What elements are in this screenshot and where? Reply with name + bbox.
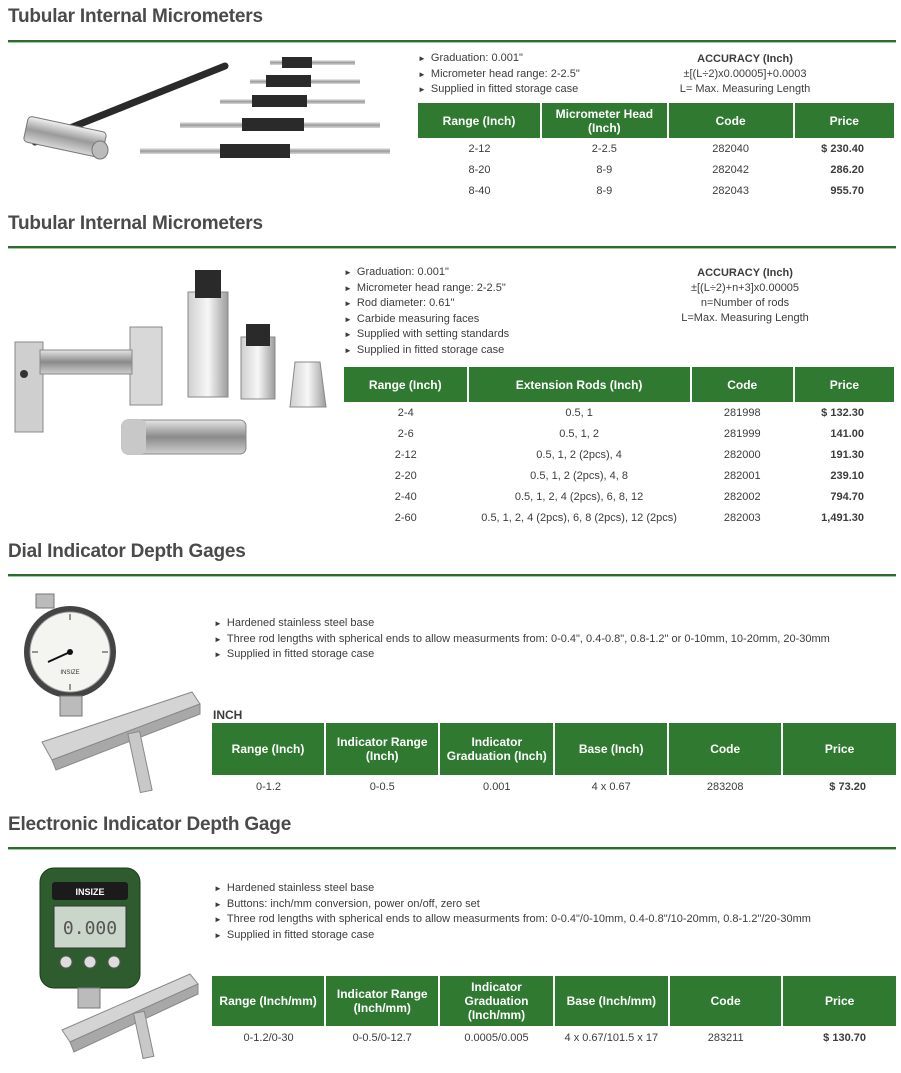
section-2-accuracy: [660, 266, 830, 326]
section-2-features: [344, 265, 509, 358]
section-3-title: Dial Indicator Depth Gages: [8, 541, 246, 562]
bullet-arrow-icon: ►: [214, 915, 222, 924]
section-3-rule: [8, 574, 896, 577]
feature-item: ► Hardened stainless steel base: [214, 882, 375, 894]
bullet-arrow-icon: ►: [344, 283, 352, 293]
table-row: 2-12 2-2.5 282040 $ 230.40: [468, 142, 864, 155]
electronic-depth-gage-image: [22, 862, 212, 1062]
col-price: Price: [794, 367, 894, 402]
table-row: 2-4 0.5, 1 281998 $ 132.30: [397, 406, 864, 419]
bullet-arrow-icon: ►: [214, 650, 222, 659]
table-row: 2-40 0.5, 1, 2, 4 (2pcs), 6, 8, 12 282002 794.70: [394, 490, 864, 503]
bullet-arrow-icon: ►: [344, 345, 352, 355]
bullet-arrow-icon: ►: [214, 930, 222, 940]
section-1-rule: [8, 40, 896, 43]
section-3-features: [214, 616, 830, 663]
feature-item: ► Hardened stainless steel base: [214, 617, 375, 629]
col-code: Code: [668, 103, 794, 138]
col-indicator-graduation: Indicator Graduation (Inch/mm): [439, 976, 553, 1026]
section-2-table: [344, 367, 894, 528]
bullet-arrow-icon: ►: [344, 330, 352, 339]
table-row: 8-40 8-9 282043 955.70: [468, 184, 864, 197]
bullet-arrow-icon: ►: [214, 634, 222, 644]
bullet-arrow-icon: ►: [344, 314, 352, 324]
section-4-title: Electronic Indicator Depth Gage: [8, 814, 292, 835]
feature-item: ► Supplied in fitted storage case: [418, 83, 579, 95]
table-row: 2-6 0.5, 1, 2 281999 141.00: [397, 427, 864, 440]
section-4-features: [214, 881, 811, 943]
table-row: 2-60 0.5, 1, 2, 4 (2pcs), 6, 8 (2pcs), 12 (2pcs) 282003 1,491.30: [394, 511, 864, 524]
accuracy-formula: ±[(L÷2)x0.00005]+0.0003: [683, 68, 807, 80]
col-indicator-range: Indicator Range (Inch/mm): [325, 976, 439, 1026]
col-indicator-range: Indicator Range (Inch): [325, 723, 439, 775]
col-extension-rods: Extension Rods (Inch): [468, 367, 691, 402]
tubular-micrometer-set-image: [20, 52, 400, 182]
feature-item: ► Supplied in fitted storage case: [214, 928, 375, 941]
bullet-arrow-icon: ►: [344, 299, 352, 308]
feature-item: ► Carbide measuring faces: [344, 312, 480, 325]
table-row: 2-12 0.5, 1, 2 (2pcs), 4 282000 191.30: [394, 448, 864, 461]
accuracy-formula: ±[(L÷2)+n+3]x0.00005: [690, 282, 800, 294]
bullet-arrow-icon: ►: [214, 899, 222, 909]
feature-item: ► Rod diameter: 0.61": [344, 297, 455, 309]
feature-item: ► Graduation: 0.001": [418, 52, 523, 64]
table-row: 0-1.2 0-0.5 0.001 4 x 0.67 283208 $ 73.20: [255, 781, 866, 793]
table-row: 8-20 8-9 282042 286.20: [468, 163, 864, 176]
feature-item: ► Graduation: 0.001": [344, 266, 449, 278]
feature-item: ► Supplied in fitted storage case: [214, 648, 375, 660]
col-base: Base (Inch/mm): [554, 976, 669, 1026]
unit-label: INCH: [213, 708, 243, 722]
section-3-table: [212, 723, 896, 799]
accuracy-note: L=Max. Measuring Length: [681, 312, 809, 324]
col-price: Price: [782, 723, 896, 775]
feature-item: ► Supplied in fitted storage case: [344, 343, 505, 356]
bullet-arrow-icon: ►: [418, 69, 426, 79]
section-2-rule: [8, 246, 896, 249]
section-1-title: Tubular Internal Micrometers: [8, 6, 263, 27]
bullet-arrow-icon: ►: [214, 619, 222, 628]
brand-logo: INSIZE: [75, 887, 105, 897]
feature-item: ► Buttons: inch/mm conversion, power on/off, zero set: [214, 897, 480, 910]
col-code: Code: [668, 723, 782, 775]
bullet-arrow-icon: ►: [344, 268, 352, 277]
col-base: Base (Inch): [554, 723, 668, 775]
feature-item: ► Three rod lengths with spherical ends to allow measurments from: 0-0.4"/0-10mm, 0.4-0.8"/10-20mm, 0.8-1.2"/20-30mm: [214, 913, 811, 925]
tubular-micrometer-rods-image: [10, 262, 340, 462]
lcd-display: 0.000: [62, 918, 118, 939]
accuracy-note: n=Number of rods: [700, 297, 790, 309]
dial-depth-gage-image: [22, 592, 212, 797]
col-range: Range (Inch): [344, 367, 468, 402]
bullet-arrow-icon: ►: [214, 884, 222, 893]
section-1-features: [418, 51, 580, 98]
section-1-table: [418, 103, 894, 201]
col-range: Range (Inch): [212, 723, 325, 775]
feature-item: ► Three rod lengths with spherical ends to allow measurments from: 0-0.4", 0.4-0.8", 0.8-1.2" or 0-10mm, 10-20mm, 20-30mm: [214, 632, 830, 645]
col-indicator-graduation: Indicator Graduation (Inch): [439, 723, 554, 775]
col-code: Code: [691, 367, 794, 402]
bullet-arrow-icon: ►: [418, 54, 426, 63]
section-4-rule: [8, 847, 896, 850]
feature-item: ► Micrometer head range: 2-2.5": [344, 281, 506, 294]
section-4-table: [212, 976, 896, 1050]
bullet-arrow-icon: ►: [418, 85, 426, 94]
accuracy-heading: ACCURACY (Inch): [697, 267, 793, 279]
section-2-title: Tubular Internal Micrometers: [8, 213, 263, 234]
col-code: Code: [669, 976, 782, 1026]
table-row: 0-1.2/0-30 0-0.5/0-12.7 0.0005/0.005 4 x 0.67/101.5 x 17 283211 $ 130.70: [243, 1032, 866, 1044]
table-row: 2-20 0.5, 1, 2 (2pcs), 4, 8 282001 239.10: [394, 469, 864, 482]
col-range: Range (Inch): [418, 103, 541, 138]
col-range: Range (Inch/mm): [212, 976, 325, 1026]
col-micrometer-head: Micrometer Head (Inch): [541, 103, 668, 138]
feature-item: ► Micrometer head range: 2-2.5": [418, 67, 580, 80]
feature-item: ► Supplied with setting standards: [344, 328, 510, 340]
accuracy-heading: ACCURACY (Inch): [697, 53, 793, 65]
accuracy-note: L= Max. Measuring Length: [679, 83, 811, 95]
brand-logo: INSIZE: [60, 670, 80, 676]
col-price: Price: [794, 103, 894, 138]
col-price: Price: [782, 976, 896, 1026]
section-1-accuracy: [660, 52, 830, 97]
